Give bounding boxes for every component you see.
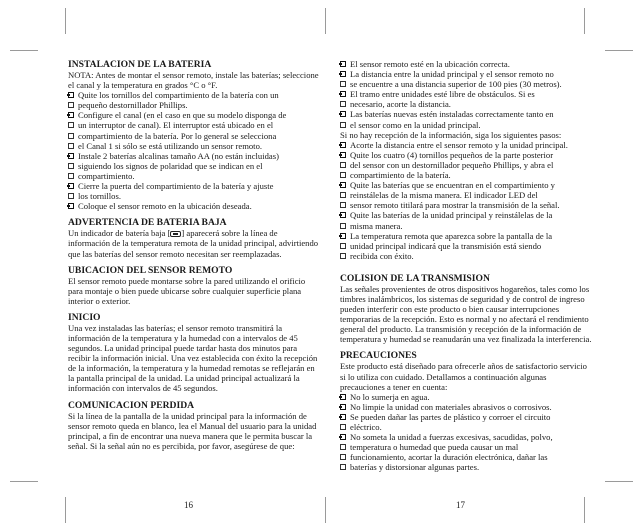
list-item-text: La temperatura remota que aparezca sobre la pantalla de la bbox=[350, 230, 553, 241]
list-item-text: No someta la unidad a fuerzas excesivas, sacudidas, polvo, bbox=[350, 432, 553, 443]
list-item-text: Quite las baterías de la unidad principal y reinstálelas de la bbox=[350, 210, 553, 221]
list-item bbox=[340, 402, 592, 412]
checkbox-bullet-icon bbox=[68, 183, 74, 189]
crop-mark bbox=[65, 8, 66, 34]
list-item-continuation bbox=[340, 442, 592, 452]
list-item-text: compartimiento. bbox=[78, 170, 135, 181]
list-item-continuation bbox=[68, 191, 320, 201]
page-number-right: 17 bbox=[456, 500, 465, 510]
list-item-continuation bbox=[340, 170, 592, 180]
list-item-text: Se pueden dañar las partes de plástico y corroer el circuito bbox=[350, 411, 551, 422]
battery-install-note: NOTA: Antes de montar el sensor remoto, instale las baterías; seleccione el canal y la temperatura en grados °C o °F. bbox=[68, 70, 319, 91]
list-item-text: los tornillos. bbox=[78, 191, 121, 202]
checkbox-bullet-icon bbox=[68, 173, 74, 179]
list-item-continuation bbox=[68, 120, 320, 130]
list-item-continuation bbox=[340, 200, 592, 210]
checkbox-bullet-icon bbox=[340, 101, 346, 107]
crop-mark bbox=[584, 497, 585, 523]
list-item-text: unidad principal indicará que la transmisión está siendo bbox=[350, 240, 542, 251]
list-item bbox=[340, 210, 592, 220]
checkbox-bullet-icon bbox=[340, 404, 346, 410]
checkbox-bullet-icon bbox=[340, 172, 346, 178]
checkbox-bullet-icon bbox=[340, 424, 346, 430]
checkbox-bullet-icon bbox=[340, 182, 346, 188]
crop-mark bbox=[10, 481, 38, 482]
list-item-continuation bbox=[340, 190, 592, 200]
list-item-text: compartimiento de la batería. bbox=[350, 170, 451, 181]
right-page-column bbox=[340, 59, 592, 472]
list-item-continuation bbox=[340, 160, 592, 170]
list-item-text: La distancia entre la unidad principal y el sensor remoto no bbox=[350, 69, 554, 80]
list-item-text: pequeño destornillador Phillips. bbox=[78, 100, 188, 111]
checkbox-bullet-icon bbox=[68, 153, 74, 159]
list-item-continuation bbox=[68, 171, 320, 181]
list-item-text: siguiendo los signos de polaridad que se indican en el bbox=[78, 160, 263, 171]
checkbox-bullet-icon bbox=[340, 414, 346, 420]
list-item-text: el Canal 1 si sólo se está utilizando un sensor remoto. bbox=[78, 140, 263, 151]
list-item bbox=[340, 150, 592, 160]
left-page-column bbox=[68, 59, 320, 451]
checkbox-bullet-icon bbox=[340, 253, 346, 259]
list-item-text: Configure el canal (en el caso en que su modelo disponga de bbox=[78, 110, 287, 121]
checkbox-bullet-icon bbox=[68, 203, 74, 209]
list-item-text: se encuentre a una distancia superior de 100 pies (30 metros). bbox=[350, 79, 562, 90]
list-item bbox=[340, 412, 592, 422]
start-paragraph: Una vez instaladas las baterías; el sensor remoto transmitirá la información de la temperatura y la humedad con a intervalos de 45 segundos. La unidad principal puede tardar hasta dos minutos para recibir la información inicial. Una vez establecida con éxito la recepción de la información, la temperatura y la humedad remotas se reflejarán en la pantalla principal de la unidad. La unidad principal actualizará la información con intervalos de 45 segundos. bbox=[68, 322, 318, 394]
list-item-text: El tramo entre unidades esté libre de obstáculos. Si es bbox=[350, 89, 535, 100]
section-heading-precautions: PRECAUCIONES bbox=[340, 350, 417, 362]
list-item bbox=[340, 109, 592, 119]
checkbox-bullet-icon bbox=[340, 111, 346, 117]
section-heading-battery-install: INSTALACION DE LA BATERIA bbox=[68, 59, 212, 70]
checkbox-bullet-icon bbox=[340, 162, 346, 168]
checkbox-bullet-icon bbox=[68, 112, 74, 118]
checkbox-bullet-icon bbox=[340, 212, 346, 218]
checklist-signal bbox=[340, 59, 592, 130]
list-item-continuation bbox=[340, 452, 592, 462]
crop-mark bbox=[584, 8, 585, 34]
checkbox-bullet-icon bbox=[340, 454, 346, 460]
list-item-text: eléctrico. bbox=[350, 422, 382, 432]
list-item-text: temperatura o humedad que pueda causar un mal bbox=[350, 442, 519, 453]
list-item-text: compartimiento de la batería. Por lo general se selecciona bbox=[78, 130, 277, 141]
list-item-text: recibida con éxito. bbox=[350, 250, 414, 261]
list-item-text: El sensor remoto esté en la ubicación correcta. bbox=[350, 59, 510, 69]
checkbox-bullet-icon bbox=[340, 223, 346, 229]
crop-mark bbox=[325, 497, 326, 523]
list-item bbox=[68, 201, 320, 211]
list-item bbox=[68, 181, 320, 191]
list-item-continuation bbox=[340, 221, 592, 231]
list-item-text: Quite los tornillos del compartimiento de la batería con un bbox=[78, 90, 279, 101]
checkbox-bullet-icon bbox=[340, 81, 346, 87]
list-item-continuation bbox=[340, 422, 592, 432]
checkbox-bullet-icon bbox=[340, 61, 346, 67]
checkbox-bullet-icon bbox=[340, 91, 346, 97]
list-item-text: Instale 2 baterías alcalinas tamaño AA (no están incluidas) bbox=[78, 150, 279, 161]
list-item bbox=[68, 110, 320, 120]
section-heading-low-battery: ADVERTENCIA DE BATERIA BAJA bbox=[68, 217, 227, 229]
checkbox-bullet-icon bbox=[68, 122, 74, 128]
transmission-collision-paragraph: Las señales provenientes de otros dispositivos hogareños, tales como los timbres inalámbricos, los sistemas de seguridad y de control de ingreso pueden interferir con este producto o bien causar interrupciones temporarias de la recepción. Esto es normal y no afectará el rendimiento general del producto. La transmisión y recepción de la información de temperatura y humedad se reanudarán una vez finalizada la interferencia. bbox=[340, 283, 592, 345]
crop-mark bbox=[10, 50, 38, 51]
low-battery-icon bbox=[170, 231, 181, 237]
checkbox-bullet-icon bbox=[340, 152, 346, 158]
section-heading-transmission-collision: COLISION DE LA TRANSMISION bbox=[340, 272, 490, 284]
low-battery-paragraph: Un indicador de batería baja [ ] aparecerá sobre la línea de información de la temperatura remota de la unidad principal, advirtiendo que las baterías del sensor remoto necesitan ser reemplazadas. bbox=[68, 228, 319, 259]
list-item-continuation bbox=[340, 241, 592, 251]
checkbox-bullet-icon bbox=[340, 444, 346, 450]
checkbox-bullet-icon bbox=[340, 142, 346, 148]
list-item-continuation bbox=[340, 462, 592, 472]
list-item-continuation bbox=[340, 99, 592, 109]
checkbox-bullet-icon bbox=[340, 233, 346, 239]
list-item-text: Coloque el sensor remoto en la ubicación deseada. bbox=[78, 201, 252, 212]
list-item-continuation bbox=[68, 100, 320, 110]
section-heading-sensor-location: UBICACION DEL SENSOR REMOTO bbox=[68, 264, 233, 276]
list-item-text: No lo sumerja en agua. bbox=[350, 391, 430, 402]
checkbox-bullet-icon bbox=[68, 102, 74, 108]
list-item bbox=[340, 59, 592, 69]
precautions-paragraph: Este producto está diseñado para ofrecerle años de satisfactorio servicio si lo utiliza con cuidado. Detallamos a continuación algunas precauciones a tener en cuenta: bbox=[340, 361, 587, 392]
list-item bbox=[68, 90, 320, 100]
list-item-text: Quite los cuatro (4) tornillos pequeños de la parte posterior bbox=[350, 149, 554, 160]
list-item-text: el sensor como en la unidad principal. bbox=[350, 119, 481, 130]
precautions-list bbox=[340, 392, 592, 473]
list-item-continuation bbox=[340, 120, 592, 130]
checkbox-bullet-icon bbox=[68, 92, 74, 98]
list-item-text: del sensor con un destornillador pequeño Phillips, y abra el bbox=[350, 159, 554, 170]
section-heading-lost-communication: COMUNICACION PERDIDA bbox=[68, 399, 195, 411]
list-item-continuation bbox=[340, 79, 592, 89]
list-item-text: No limpie la unidad con materiales abrasivos o corrosivos. bbox=[350, 401, 552, 412]
crop-mark bbox=[325, 8, 326, 34]
reception-steps bbox=[340, 140, 592, 261]
list-item-text: necesario, acorte la distancia. bbox=[350, 99, 451, 110]
list-item-continuation bbox=[340, 251, 592, 261]
list-item-text: reinstálelas de la misma manera. El indicador LED del bbox=[350, 190, 538, 201]
lost-communication-paragraph: Si la línea de la pantalla de la unidad principal para la información de sensor remoto queda en blanco, lea el Manual del usuario para la unidad principal, a fin de encontrar una nueva manera que le permita buscar la señal. Si la señal aún no es percibida, por favor, asegúrese de que: bbox=[68, 410, 317, 451]
crop-mark bbox=[605, 481, 633, 482]
list-item-text: Acorte la distancia entre el sensor remoto y la unidad principal. bbox=[350, 139, 568, 150]
list-item bbox=[68, 151, 320, 161]
checkbox-bullet-icon bbox=[340, 434, 346, 440]
list-item bbox=[340, 392, 592, 402]
checkbox-bullet-icon bbox=[340, 394, 346, 400]
list-item-text: funcionamiento, acortar la duración electrónica, dañar las bbox=[350, 452, 548, 463]
checkbox-bullet-icon bbox=[68, 143, 74, 149]
list-item bbox=[340, 180, 592, 190]
no-reception-paragraph: Si no hay recepción de la información, siga los siguientes pasos: bbox=[340, 129, 562, 140]
checkbox-bullet-icon bbox=[340, 122, 346, 128]
list-item bbox=[340, 432, 592, 442]
checkbox-bullet-icon bbox=[340, 464, 346, 470]
list-item bbox=[340, 69, 592, 79]
list-item-text: Las baterías nuevas estén instaladas correctamente tanto en bbox=[350, 109, 554, 120]
battery-install-steps bbox=[68, 90, 320, 211]
list-item-text: Cierre la puerta del compartimiento de la batería y ajuste bbox=[78, 181, 274, 192]
list-item-continuation bbox=[68, 161, 320, 171]
checkbox-bullet-icon bbox=[68, 193, 74, 199]
list-item-continuation bbox=[68, 141, 320, 151]
list-item-continuation bbox=[68, 131, 320, 141]
list-item-text: sensor remoto titilará para mostrar la transmisión de la señal. bbox=[350, 200, 560, 211]
list-item-text: misma manera. bbox=[350, 220, 403, 231]
crop-mark bbox=[605, 50, 633, 51]
checkbox-bullet-icon bbox=[68, 133, 74, 139]
page-number-left: 16 bbox=[184, 500, 193, 510]
checkbox-bullet-icon bbox=[340, 202, 346, 208]
list-item-text: baterías y distorsionar algunas partes. bbox=[350, 462, 480, 473]
list-item-text: un interruptor de canal). El interruptor está ubicado en el bbox=[78, 120, 274, 131]
checkbox-bullet-icon bbox=[340, 192, 346, 198]
checkbox-bullet-icon bbox=[68, 163, 74, 169]
list-item bbox=[340, 89, 592, 99]
checkbox-bullet-icon bbox=[340, 243, 346, 249]
list-item-text: Quite las baterías que se encuentran en el compartimiento y bbox=[350, 180, 555, 191]
sensor-location-paragraph: El sensor remoto puede montarse sobre la pared utilizando el orificio para montaje o bien puede ubicarse sobre cualquier superficie plana interior o exterior. bbox=[68, 275, 306, 306]
list-item bbox=[340, 231, 592, 241]
checkbox-bullet-icon bbox=[340, 71, 346, 77]
crop-mark bbox=[65, 497, 66, 523]
list-item bbox=[340, 140, 592, 150]
section-heading-start: INICIO bbox=[68, 311, 101, 323]
